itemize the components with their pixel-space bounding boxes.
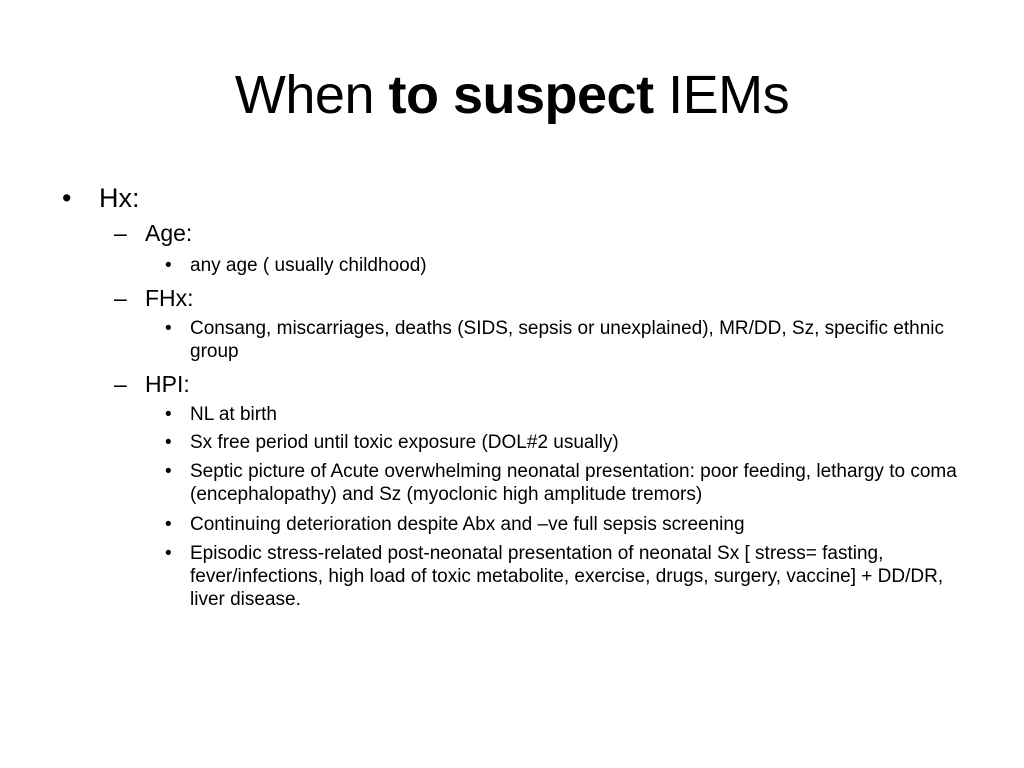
bullet-hpi-item-1-text: NL at birth (190, 404, 277, 425)
bullet-hpi-item-5 (165, 542, 970, 611)
bullet-fhx-item-text: Consang, miscarriages, deaths (SIDS, sepsis or unexplained), MR/DD, Sz, specific ethnic group (190, 318, 944, 362)
dash-marker: – (114, 371, 127, 397)
bullet-marker: • (62, 183, 72, 213)
bullet-hpi-item-4-text: Continuing deterioration despite Abx and –ve full sepsis screening (190, 514, 745, 535)
bullet-hx (62, 183, 140, 213)
bullet-fhx-item (165, 317, 970, 363)
bullet-hpi-item-4 (165, 513, 970, 536)
dash-marker: – (114, 220, 127, 246)
dash-marker: – (114, 285, 127, 311)
bullet-hpi-item-2-text: Sx free period until toxic exposure (DOL#2 usually) (190, 432, 619, 453)
bullet-fhx-label: FHx: (145, 285, 194, 311)
bullet-hpi-item-2 (165, 431, 970, 454)
bullet-marker: • (165, 255, 172, 276)
bullet-hpi-item-3-text: Septic picture of Acute overwhelming neonatal presentation: poor feeding, lethargy to coma (encephalopathy) and Sz (myoclonic high amplitude tremors) (190, 461, 957, 505)
bullet-age-label: Age: (145, 220, 193, 246)
bullet-marker: • (165, 543, 172, 564)
bullet-hpi-item-1 (165, 403, 970, 426)
bullet-marker: • (165, 461, 172, 482)
bullet-hpi-item-3 (165, 460, 970, 506)
bullet-marker: • (165, 432, 172, 453)
bullet-hx-label: Hx: (99, 183, 140, 213)
bullet-hpi-label: HPI: (145, 371, 190, 397)
bullet-age (114, 220, 192, 246)
bullet-age-item-text: any age ( usually childhood) (190, 255, 427, 276)
bullet-hpi-item-5-text: Episodic stress-related post-neonatal presentation of neonatal Sx [ stress= fasting, fever/infections, high load of toxic metabolite, exercise, drugs, surgery, vaccine] + DD/DR, liver disease. (190, 543, 944, 610)
bullet-hpi (114, 371, 190, 397)
title-text-bold: to suspect (388, 65, 654, 125)
title-text-post: IEMs (653, 65, 790, 125)
bullet-age-item (165, 254, 970, 277)
bullet-marker: • (165, 514, 172, 535)
bullet-fhx (114, 285, 194, 311)
bullet-marker: • (165, 404, 172, 425)
bullet-marker: • (165, 318, 172, 339)
title-text-pre: When (234, 65, 389, 125)
